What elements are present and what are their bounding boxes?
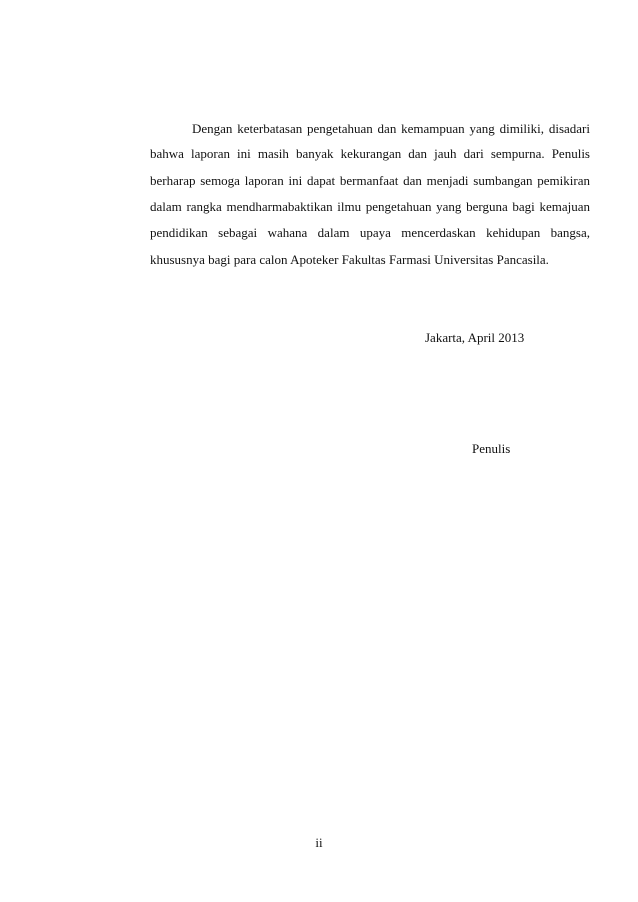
place-date: Jakarta, April 2013 xyxy=(425,330,525,345)
author-signature-label: Penulis xyxy=(472,441,511,456)
page-number: ii xyxy=(315,835,323,850)
paragraph-line: khususnya bagi para calon Apoteker Fakultas Farmasi Universitas Pancasila. xyxy=(150,252,549,267)
paragraph-line: bahwa laporan ini masih banyak kekurangan dan jauh dari sempurna. Penulis xyxy=(150,146,590,161)
paragraph-line: dalam rangka mendharmabaktikan ilmu pengetahuan yang berguna bagi kemajuan xyxy=(150,199,590,214)
paragraph-line: Dengan keterbatasan pengetahuan dan kemampuan yang dimiliki, disadari xyxy=(192,121,590,136)
paragraph-line: pendidikan sebagai wahana dalam upaya mencerdaskan kehidupan bangsa, xyxy=(150,225,590,240)
paragraph-line: berharap semoga laporan ini dapat bermanfaat dan menjadi sumbangan pemikiran xyxy=(150,173,590,188)
